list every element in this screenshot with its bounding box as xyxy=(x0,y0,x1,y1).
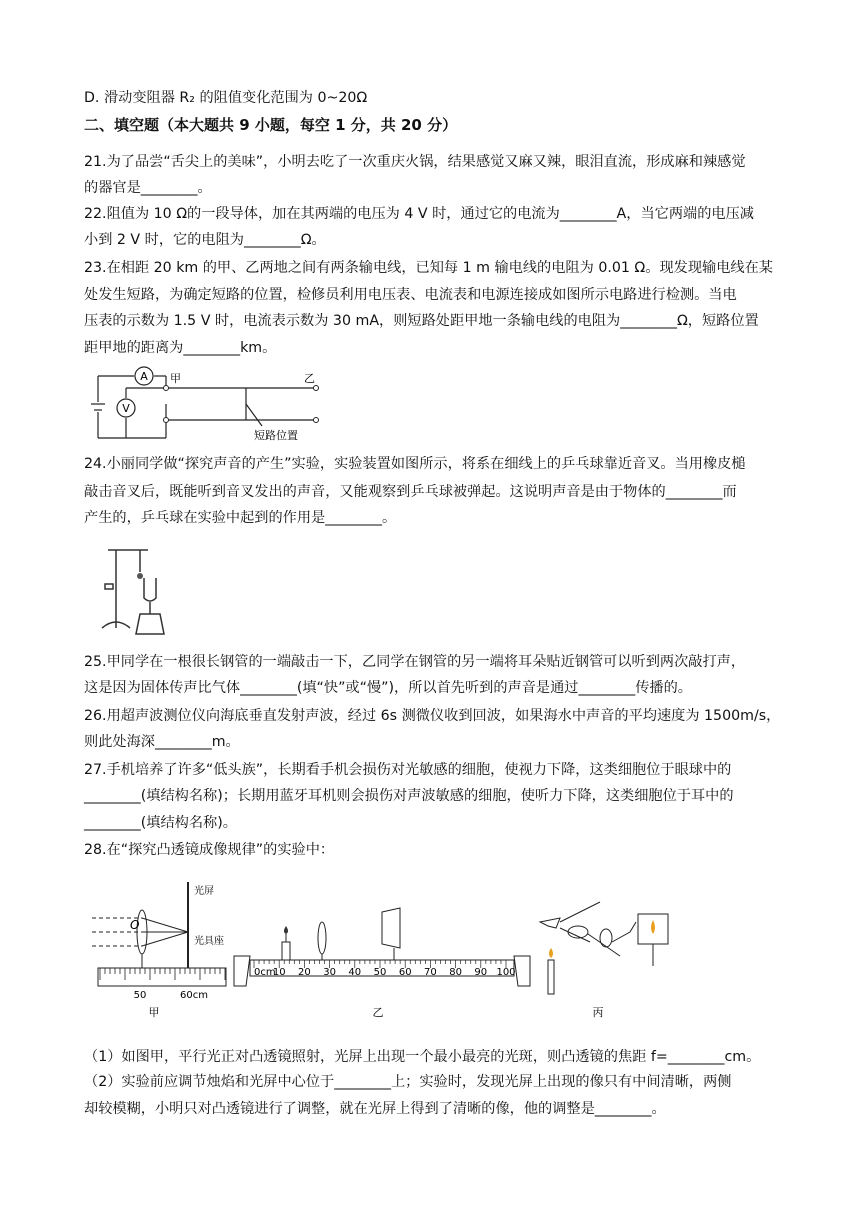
q28-lens-figure xyxy=(90,882,690,1020)
q28-part2-line2: 却较模糊，小明只对凸透镜进行了调整，就在光屏上得到了清晰的像，他的调整是________。 xyxy=(84,1101,666,1117)
q23-line2: 处发生短路，为确定短路的位置，检修员利用电压表、电流表和电源连接成如图所示电路进行检测。当电 xyxy=(84,287,737,303)
figure-yi xyxy=(234,908,530,1019)
figure-bing xyxy=(540,902,668,1019)
q21-line1: 21.为了品尝“舌尖上的美味”，小明去吃了一次重庆火锅，结果感觉又麻又辣，眼泪直流，形成麻和辣感觉 xyxy=(84,154,746,170)
q28-intro: 28.在“探究凸透镜成像规律”的实验中： xyxy=(84,842,335,858)
ruler-a-60: 60cm xyxy=(180,990,208,1001)
lens-label: O xyxy=(130,918,140,932)
holder-label: 光具座 xyxy=(194,936,224,947)
figure-jia xyxy=(92,882,226,1019)
ruler-b-label: 50 xyxy=(373,967,387,978)
q28-part2-line1: （2）实验前应调节烛焰和光屏中心位于________上；实验时，发现光屏上出现的像只有中间清晰，两侧 xyxy=(84,1074,732,1090)
q24-line1: 24.小丽同学做“探究声音的产生”实验，实验装置如图所示，将系在细线上的乒乓球靠近音叉。当用橡皮槌 xyxy=(84,456,746,472)
q27-line1: 27.手机培养了许多“低头族”，长期看手机会损伤对光敏感的细胞，使视力下降，这类细胞位于眼球中的 xyxy=(84,762,732,778)
q24-line3: 产生的，乒乓球在实验中起到的作用是________。 xyxy=(84,510,397,526)
q22-line1: 22.阻值为 10 Ω的一段导体，加在其两端的电压为 4 V 时，通过它的电流为________A，当它两端的电压减 xyxy=(84,206,754,222)
ammeter-label: A xyxy=(140,370,148,383)
q27-line2: ________(填结构名称)；长期用蓝牙耳机则会损伤对声波敏感的细胞，使听力下降，这类细胞位于耳中的 xyxy=(84,788,734,804)
q23-line4: 距甲地的距离为________km。 xyxy=(84,340,277,356)
q26-line1: 26.用超声波测位仪向海底垂直发射声波，经过 6s 测微仪收到回波，如果海水中声音的平均速度为 1500m/s， xyxy=(84,708,781,724)
label-jia: 甲 xyxy=(170,372,181,385)
ruler-a-50: 50 xyxy=(133,990,147,1001)
q25-line2: 这是因为固体传声比气体________(填“快”或“慢”)，所以首先听到的声音是通过________传播的。 xyxy=(84,680,692,696)
q22-line2: 小到 2 V 时，它的电阻为________Ω。 xyxy=(84,232,326,248)
caption-yi: 乙 xyxy=(372,1006,384,1019)
caption-bing: 丙 xyxy=(592,1006,604,1019)
ruler-b-label: 30 xyxy=(323,967,336,978)
ruler-b-label: 0cm xyxy=(254,967,276,978)
q24-tuning-fork-figure xyxy=(94,542,184,636)
ruler-b-label: 70 xyxy=(424,967,437,978)
q25-line1: 25.甲同学在一根很长钢管的一端敲击一下，乙同学在钢管的另一端将耳朵贴近钢管可以听到两次敲打声， xyxy=(84,654,746,670)
q23-circuit-figure xyxy=(90,364,330,444)
section-heading: 二、填空题（本大题共 9 小题，每空 1 分，共 20 分） xyxy=(84,116,458,134)
q21-line2: 的器官是________。 xyxy=(84,180,212,196)
ruler-b-label: 90 xyxy=(474,967,488,978)
voltmeter-label: V xyxy=(122,402,130,415)
q23-line3: 压表的示数为 1.5 V 时，电流表示数为 30 mA，则短路处距甲地一条输电线的电阻为________Ω，短路位置 xyxy=(84,313,759,329)
label-yi: 乙 xyxy=(304,372,315,385)
q23-line1: 23.在相距 20 km 的甲、乙两地之间有两条输电线，已知每 1 m 输电线的电阻为 0.01 Ω。现发现输电线在某 xyxy=(84,260,773,276)
label-short-position: 短路位置 xyxy=(254,429,298,442)
q26-line2: 则此处海深________m。 xyxy=(84,734,240,750)
q24-line2: 敲击音叉后，既能听到音叉发出的声音，又能观察到乒乓球被弹起。这说明声音是由于物体的________而 xyxy=(84,484,737,500)
caption-jia: 甲 xyxy=(148,1006,160,1019)
ruler-b-label: 40 xyxy=(348,967,362,978)
ruler-b-label: 60 xyxy=(398,967,412,978)
option-d: D. 滑动变阻器 R₂ 的阻值变化范围为 0~20Ω xyxy=(84,90,368,106)
screen-label: 光屏 xyxy=(194,886,214,897)
q27-line3: ________(填结构名称)。 xyxy=(84,815,237,831)
ruler-b-label: 80 xyxy=(449,967,462,978)
ruler-b-label: 100 xyxy=(496,967,516,978)
ruler-b-label: 10 xyxy=(272,967,286,978)
ruler-b-label: 20 xyxy=(298,967,311,978)
q28-part1: （1）如图甲，平行光正对凸透镜照射，光屏上出现一个最小最亮的光斑，则凸透镜的焦距 f=________cm。 xyxy=(84,1049,761,1065)
